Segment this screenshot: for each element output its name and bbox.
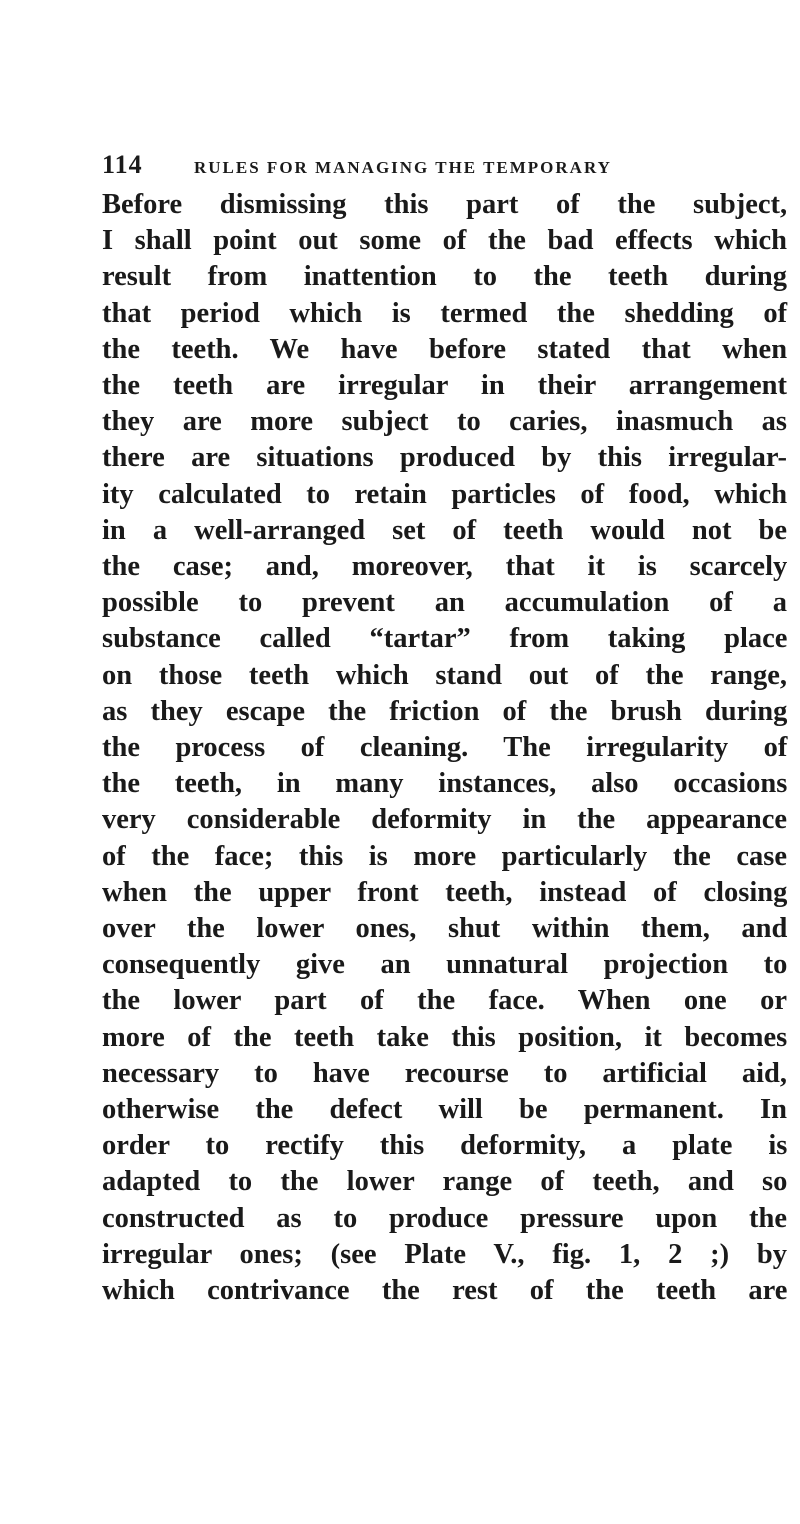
text-line: as they escape the friction of the brush during [102, 695, 788, 727]
running-head: RULES FOR MANAGING THE TEMPORARY [194, 158, 612, 177]
text-line: more of the teeth take this position, it becomes [102, 1021, 788, 1053]
text-line: otherwise the defect will be permanent. In [102, 1094, 787, 1126]
text-line: of the face; this is more particularly the case [102, 840, 787, 872]
text-line: Before dismissing this part of the subject, [102, 189, 788, 220]
text-line: very considerable deformity in the appearance [102, 804, 787, 836]
text-line: the teeth are irregular in their arrangement [102, 370, 787, 402]
text-line: possible to prevent an accumulation of a [102, 587, 787, 619]
text-line: on those teeth which stand out of the range, [102, 659, 788, 691]
text-line: irregular ones; (see Plate V., fig. 1, 2 ;) by [102, 1238, 787, 1270]
text-line: that period which is termed the shedding of [102, 297, 788, 329]
text-line: necessary to have recourse to artificial aid, [102, 1057, 787, 1089]
text-line: the case; and, moreover, that it is scarcely [102, 551, 788, 583]
page-number: 114 [102, 150, 143, 179]
text-line: result from inattention to the teeth during [102, 261, 787, 293]
text-line: there are situations produced by this irregular- [102, 442, 787, 474]
text-line: the lower part of the face. When one or [102, 985, 787, 1017]
text-line: constructed as to produce pressure upon the [102, 1202, 787, 1234]
text-line: consequently give an unnatural projection to [102, 949, 788, 981]
text-line: ity calculated to retain particles of food, which [102, 478, 788, 510]
text-line: the teeth, in many instances, also occasions [102, 768, 788, 800]
page-header [102, 150, 702, 180]
text-line: order to rectify this deformity, a plate is [102, 1130, 788, 1162]
body-text [102, 187, 787, 1309]
text-line: the teeth. We have before stated that when [102, 333, 788, 365]
text-line: adapted to the lower range of teeth, and so [102, 1166, 788, 1198]
text-line: over the lower ones, shut within them, and [102, 913, 788, 945]
text-line: the process of cleaning. The irregularity of [102, 732, 788, 764]
text-line: they are more subject to caries, inasmuch as [102, 406, 787, 438]
text-line: in a well-arranged set of teeth would not be [102, 514, 787, 546]
text-line: which contrivance the rest of the teeth are [102, 1275, 788, 1307]
text-line: I shall point out some of the bad effects which [102, 225, 787, 257]
text-line: substance called “tartar” from taking place [102, 623, 788, 655]
text-line: when the upper front teeth, instead of closing [102, 876, 788, 908]
